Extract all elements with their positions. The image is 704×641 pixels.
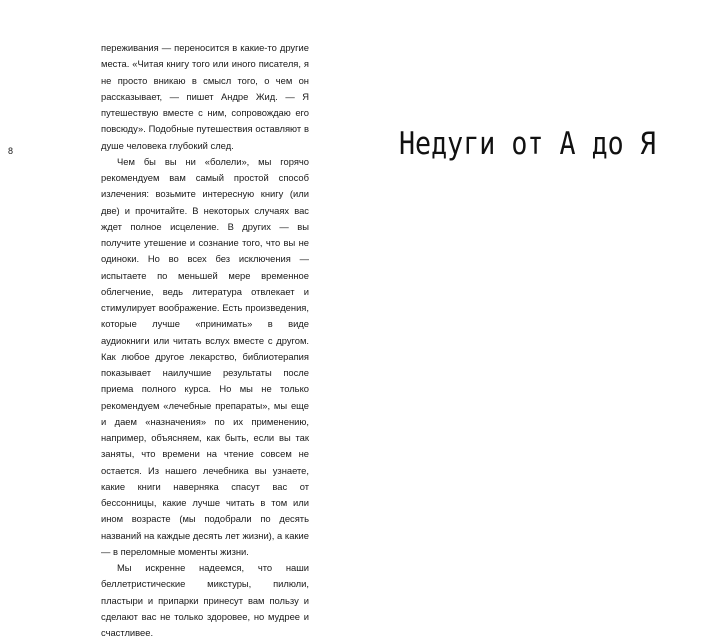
paragraph-closing: Мы искренне надеемся, что наши беллетристические микстуры, пилюли, пластыри и припарки принесут вам пользу и сделают вас не только здоровее, но мудрее и счастливее. xyxy=(101,562,309,638)
body-text-column xyxy=(101,40,309,641)
paragraph-recommendation: Чем бы вы ни «болели», мы горячо рекомендуем вам самый простой способ излечения: возьмите интересную книгу (или две) и прочитайте. В некоторых случаях вас ждет полное исцеление. В других — вы получите утешение и сознание того, что вы не одиноки. Но во всех без исключения — испытаете по меньшей мере временное облегчение, ведь литература отвлекает и стимулирует воображение. Есть произведения, которые лучше «принимать» в виде аудиокниги или читать вслух вместе с другом. Как любое другое лекарство, библиотерапия показывает наилучшие результаты после приема полного курса. Но мы не только рекомендуем «лечебные препараты», мы еще и даем «назначения» по их применению, например, объясняем, как быть, если вы так заняты, что времени на чтение совсем не остается. Из нашего лечебника вы узнаете, какие книги наверняка спасут вас от бессонницы, какие лучше читать в том или ином возрасте (мы подобрали по десять названий на каждые десять лет жизни), а какие — в переломные моменты жизни. xyxy=(101,155,309,557)
left-page xyxy=(0,0,352,638)
chapter-title: Недуги от А до Я xyxy=(399,126,656,162)
right-page xyxy=(352,0,704,540)
page-number: 8 xyxy=(8,146,14,156)
paragraph-continuation: переживания — переносится в какие-то другие места. «Читая книгу того или иного писателя, я не просто вникаю в смысл того, о чем он рассказывает, — пишет Андре Жид. — Я путешествую вместе с ним, сопровождаю его повсюду». Подобные путешествия оставляют в душе человека глубокий след. xyxy=(101,42,309,151)
